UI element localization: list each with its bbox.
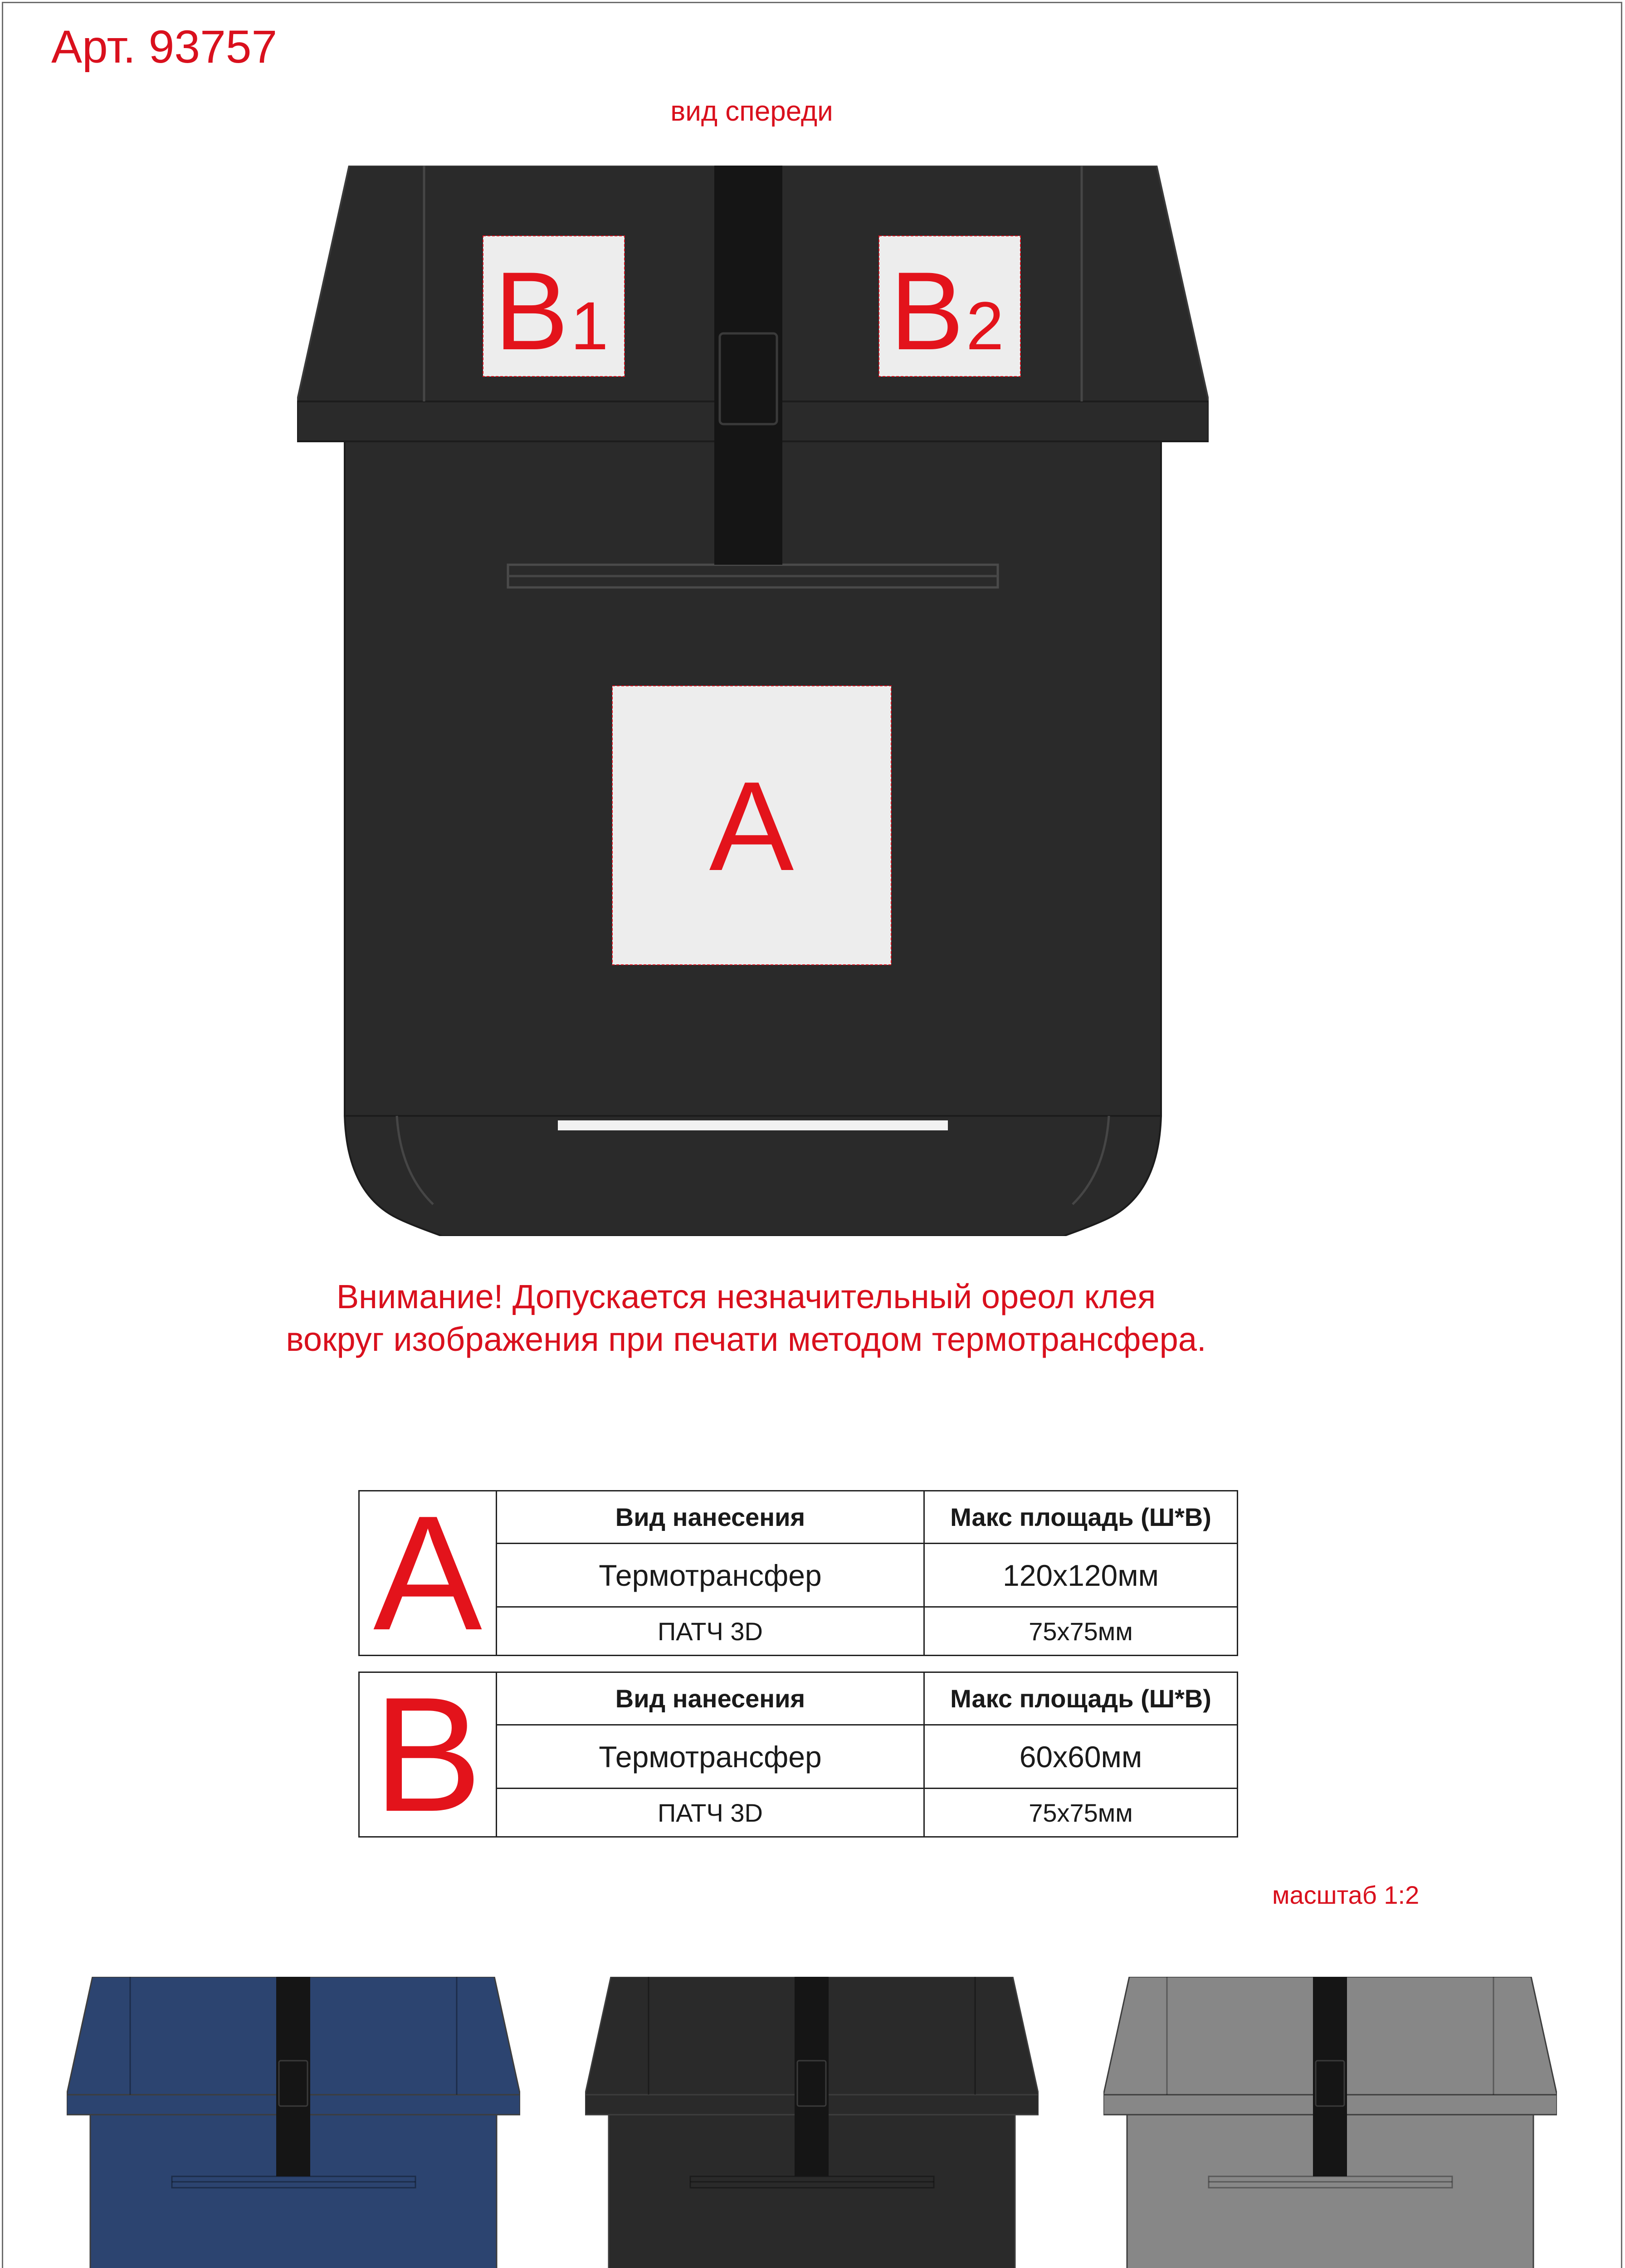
table-a-row1-method: Термотрансфер (497, 1544, 924, 1607)
table-b-row1-size: 60x60мм (924, 1725, 1238, 1789)
table-a-row1-size: 120x120мм (924, 1544, 1238, 1607)
table-a-letter: A (359, 1491, 497, 1656)
zone-b2-index: 2 (966, 288, 1004, 364)
scale-label: масштаб 1:2 (1272, 1881, 1420, 1909)
variant-black (585, 1977, 1039, 2268)
table-a-row2-method: ПАТЧ 3D (497, 1607, 924, 1656)
table-b-row1-method: Термотрансфер (497, 1725, 924, 1789)
warning-line-2: вокруг изображения при печати методом термотрансфера. (286, 1320, 1206, 1358)
zone-b1-index: 1 (571, 288, 609, 364)
spec-table-a (358, 1482, 1238, 1664)
zone-b1-letter: B (494, 249, 569, 373)
table-b-row2-method: ПАТЧ 3D (497, 1789, 924, 1837)
spec-table-b (358, 1663, 1238, 1846)
zone-a-letter: A (709, 756, 794, 897)
warning-line-1: Внимание! Допускается незначительный ореол клея (336, 1278, 1156, 1315)
table-b-header-size: Макс площадь (Ш*В) (924, 1672, 1238, 1725)
table-a-header-size: Макс площадь (Ш*В) (924, 1491, 1238, 1544)
variant-navy (67, 1977, 520, 2268)
table-a-header-method: Вид нанесения (497, 1491, 924, 1544)
color-variants (0, 1969, 1625, 2268)
table-b-header-method: Вид нанесения (497, 1672, 924, 1725)
variant-grey (1103, 1977, 1557, 2268)
table-a-row2-size: 75x75мм (924, 1607, 1238, 1656)
table-b-letter: B (359, 1672, 497, 1837)
view-label: вид спереди (670, 96, 833, 127)
table-b-row2-size: 75x75мм (924, 1789, 1238, 1837)
article-number: Арт. 93757 (51, 21, 278, 73)
warning-note (0, 1276, 1492, 1361)
zone-b2-letter: B (890, 249, 964, 373)
